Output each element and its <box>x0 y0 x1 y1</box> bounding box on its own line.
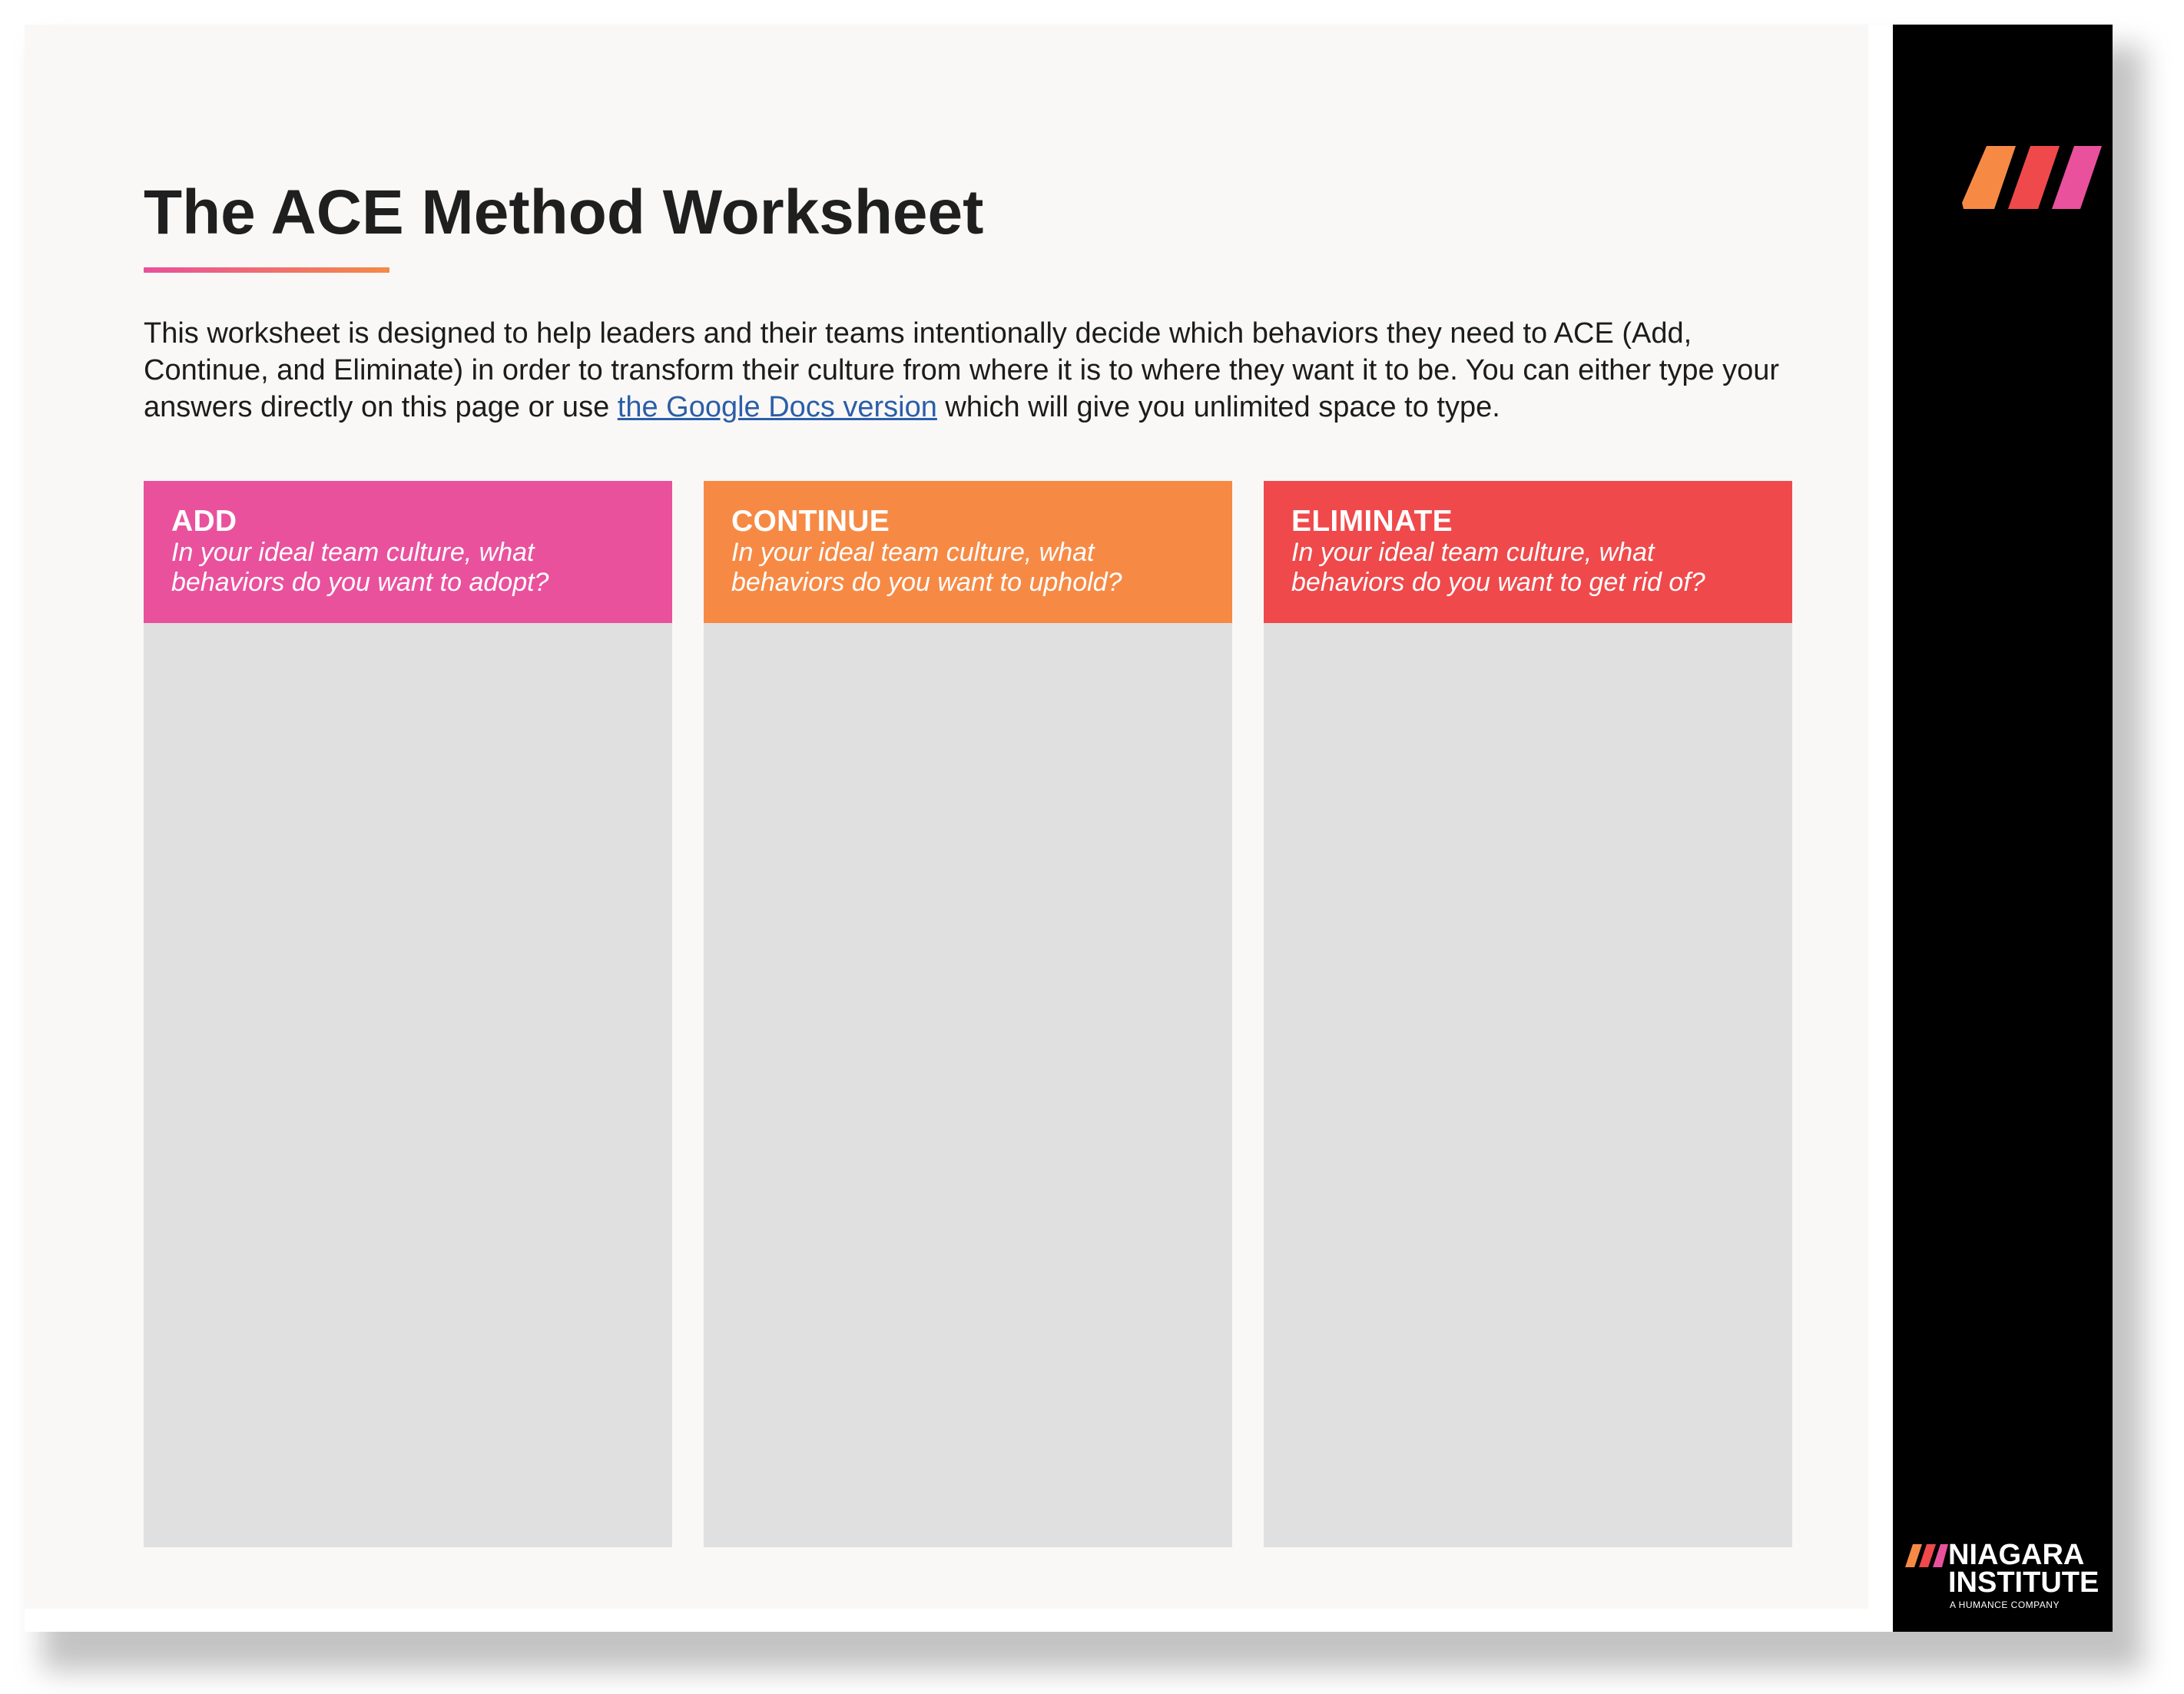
add-answer-field[interactable] <box>144 623 672 1547</box>
eliminate-answer-field[interactable] <box>1264 623 1792 1547</box>
page-title: The ACE Method Worksheet <box>144 177 984 247</box>
add-column-question: In your ideal team culture, what behaviors do you want to adopt? <box>171 538 549 597</box>
eliminate-column-title: ELIMINATE <box>1291 505 1453 538</box>
continue-column-question: In your ideal team culture, what behaviors do you want to uphold? <box>731 538 1122 597</box>
continue-column-title: CONTINUE <box>731 505 890 538</box>
add-column <box>144 481 672 1547</box>
worksheet-page <box>25 25 2113 1632</box>
brand-sidebar <box>1893 25 2113 1632</box>
eliminate-column-header <box>1264 481 1792 623</box>
logo-wordmark-line2: INSTITUTE <box>1948 1566 2099 1599</box>
content-area <box>25 25 1868 1609</box>
intro-text-before-link: This worksheet is designed to help leaders and their teams intentionally decide which behaviors they need to ACE (Add, Continue, and Eliminate) in order to transform their culture from where it is to where they want it to be. You can either type your answers directly on this page or use <box>144 317 1780 423</box>
title-underline <box>144 267 389 273</box>
google-docs-link[interactable]: the Google Docs version <box>617 391 937 423</box>
triple-slash-small-icon <box>1904 1544 1948 1570</box>
intro-paragraph <box>144 315 1818 426</box>
add-column-title: ADD <box>171 505 237 538</box>
continue-answer-field[interactable] <box>704 623 1232 1547</box>
logo-tagline: A HUMANCE COMPANY <box>1950 1600 2060 1610</box>
intro-text-after-link: which will give you unlimited space to type. <box>936 391 1500 423</box>
eliminate-column <box>1264 481 1792 1547</box>
eliminate-column-question: In your ideal team culture, what behaviors do you want to get rid of? <box>1291 538 1705 597</box>
add-column-header <box>144 481 672 623</box>
continue-column-header <box>704 481 1232 623</box>
niagara-institute-logo <box>1904 1538 2105 1611</box>
logo-wordmark-line1: NIAGARA <box>1948 1539 2085 1571</box>
continue-column <box>704 481 1232 1547</box>
triple-slash-logo-icon <box>1956 146 2102 215</box>
